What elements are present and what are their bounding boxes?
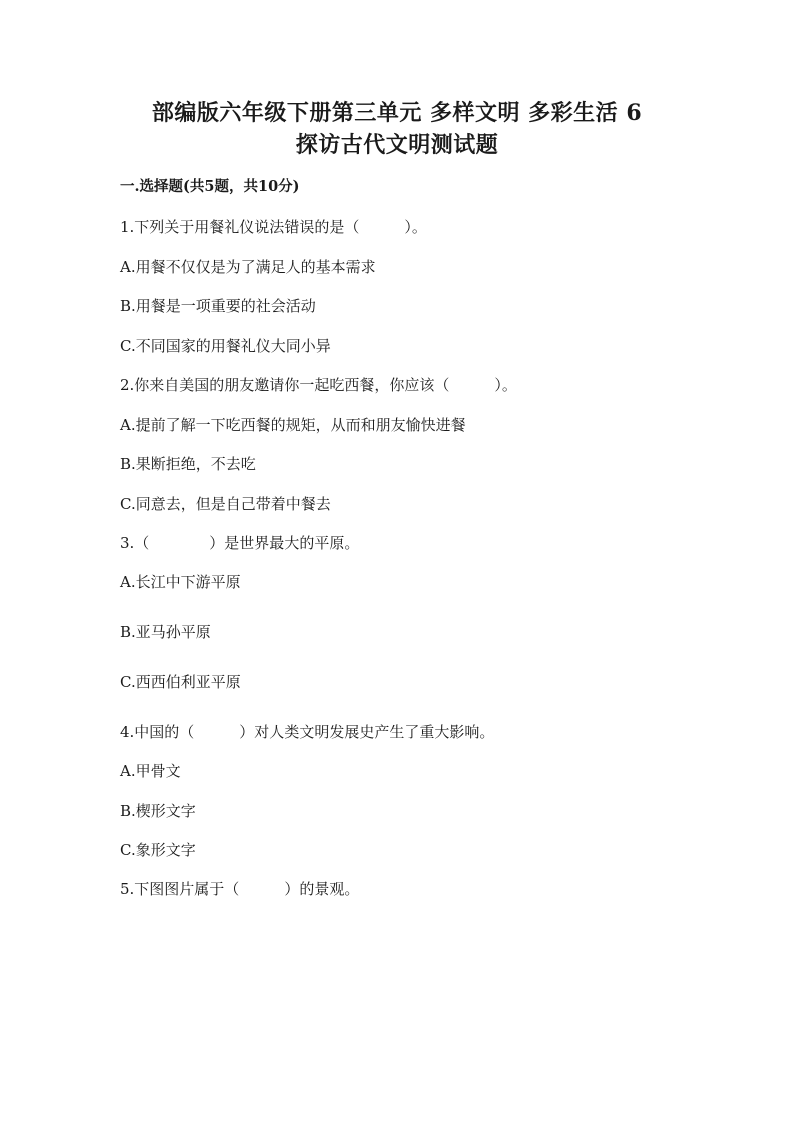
question-2-option-b: B.果断拒绝，不去吃: [120, 455, 256, 473]
question-3-stem: 3.（ ）是世界最大的平原。: [120, 534, 360, 552]
question-4-option-c: C.象形文字: [120, 841, 196, 859]
question-3-option-a: A.长江中下游平原: [120, 573, 241, 591]
question-5-stem: 5.下图图片属于（ ）的景观。: [120, 880, 360, 898]
question-1-option-a: A.用餐不仅仅是为了满足人的基本需求: [120, 258, 376, 276]
question-4-option-b: B.楔形文字: [120, 802, 196, 820]
section-heading: 一.选择题(共5题，共10分): [120, 178, 300, 195]
question-4-option-a: A.甲骨文: [120, 762, 181, 780]
question-3-option-b: B.亚马孙平原: [120, 623, 211, 641]
document-title-line-1: 部编版六年级下册第三单元 多样文明 多彩生活 6: [151, 100, 643, 126]
document-title-line-2: 探访古代文明测试题: [295, 132, 499, 158]
question-2-option-a: A.提前了解一下吃西餐的规矩，从而和朋友愉快进餐: [120, 416, 466, 434]
question-1-option-c: C.不同国家的用餐礼仪大同小异: [120, 337, 331, 355]
question-3-option-c: C.西西伯利亚平原: [120, 673, 241, 691]
question-1-option-b: B.用餐是一项重要的社会活动: [120, 297, 316, 315]
question-2-stem: 2.你来自美国的朋友邀请你一起吃西餐，你应该（ ）。: [120, 376, 517, 394]
question-1-stem: 1.下列关于用餐礼仪说法错误的是（ ）。: [120, 218, 427, 236]
question-2-option-c: C.同意去，但是自己带着中餐去: [120, 495, 331, 513]
question-4-stem: 4.中国的（ ）对人类文明发展史产生了重大影响。: [120, 723, 495, 741]
